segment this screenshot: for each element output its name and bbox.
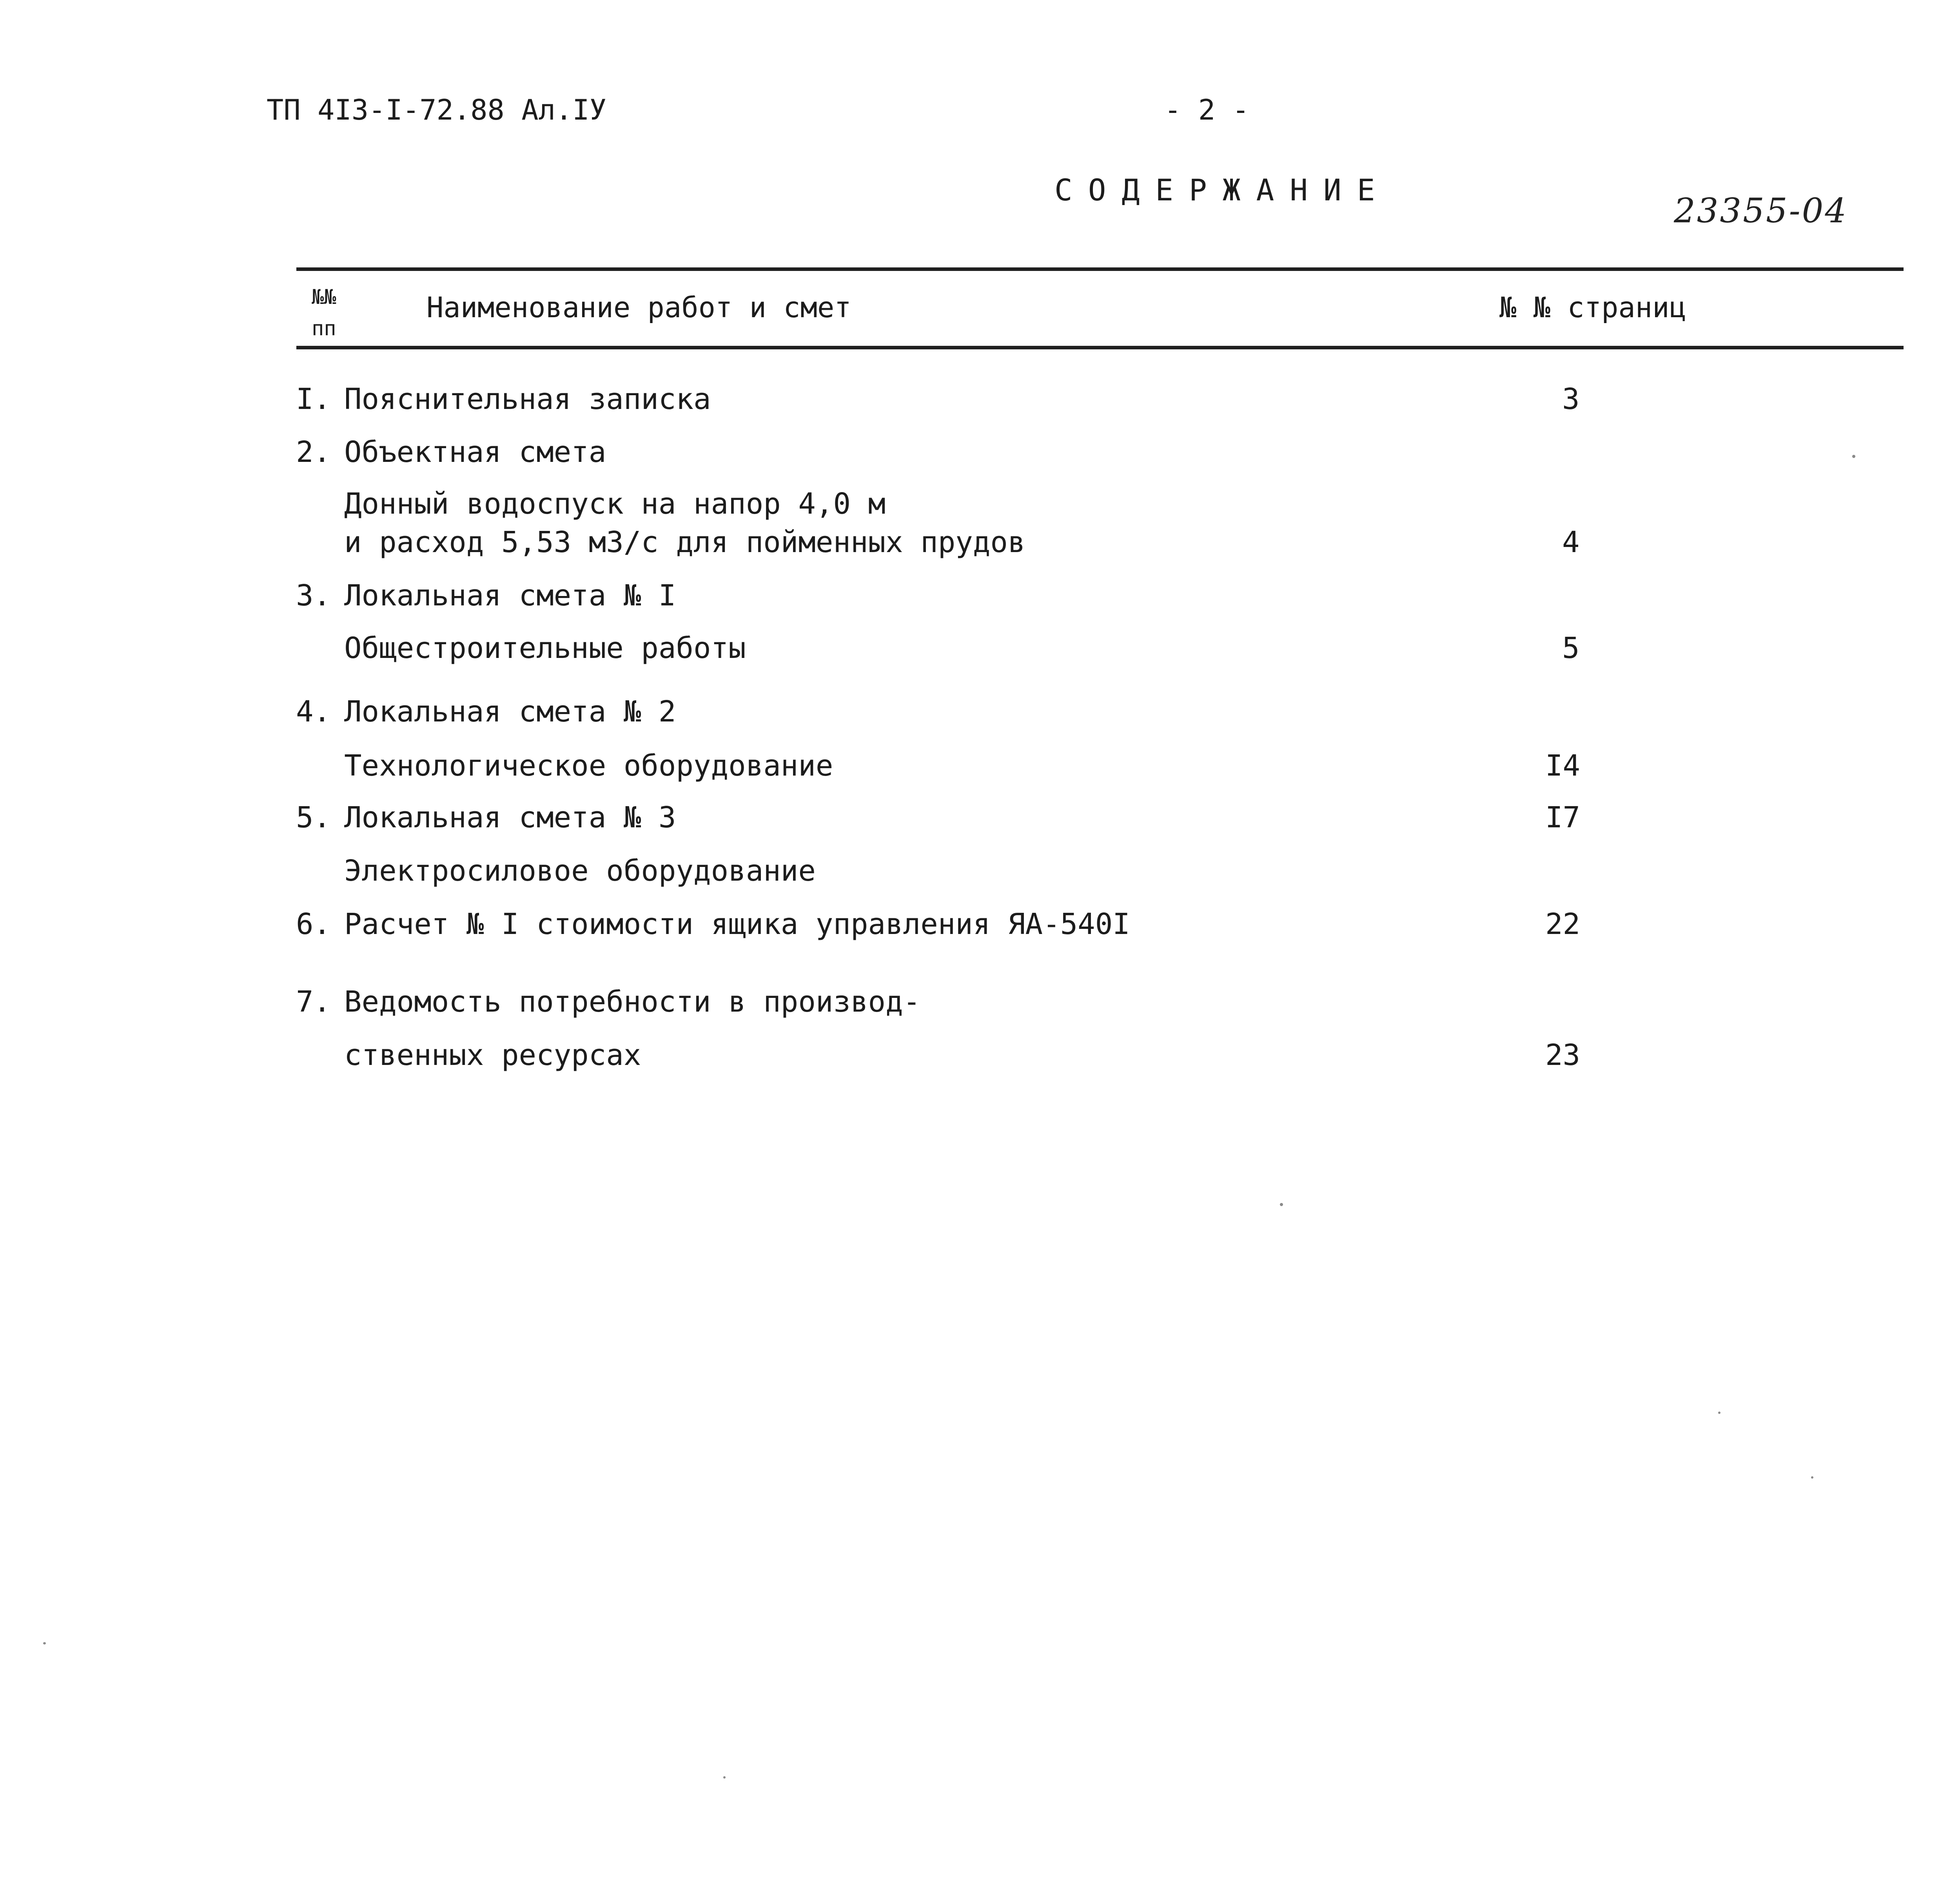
row-title: Локальная смета № 2: [344, 695, 676, 729]
row-title: Локальная смета № 3: [344, 801, 676, 834]
row-title: Донный водоспуск на напор 4,0 м: [344, 487, 886, 521]
scan-speck: [1718, 1412, 1720, 1414]
row-title: Ведомость потребности в производ-: [344, 985, 921, 1019]
row-title: Общестроительные работы: [344, 631, 746, 665]
scan-speck: [43, 1642, 46, 1644]
scan-speck: [1811, 1476, 1813, 1479]
row-page: 22: [1545, 907, 1581, 941]
row-title-continued: и расход 5,53 м3/с для пойменных прудов: [344, 525, 1025, 559]
column-header-number-line2: пп: [312, 317, 336, 340]
page-title: СОДЕРЖАНИЕ: [1054, 173, 1391, 207]
row-number: 7.: [296, 985, 331, 1019]
row-number: 6.: [296, 907, 331, 941]
row-number: 5.: [296, 801, 331, 834]
document-code: ТП 4I3-I-72.88 Ал.IУ: [267, 93, 606, 126]
row-page: 23: [1545, 1038, 1581, 1072]
row-title: Локальная смета № I: [344, 579, 676, 612]
row-page: 3: [1562, 382, 1580, 416]
row-number: 4.: [296, 695, 331, 729]
row-title-continued: ственных ресурсах: [344, 1038, 641, 1072]
row-number: 3.: [296, 579, 331, 612]
row-page: I4: [1545, 749, 1581, 783]
scan-speck: [1852, 455, 1855, 458]
table-header-rule: [296, 346, 1904, 349]
row-title: Технологическое оборудование: [344, 749, 833, 783]
row-page: I7: [1545, 801, 1581, 834]
row-number: I.: [296, 382, 331, 416]
table-top-rule: [296, 267, 1904, 271]
scan-speck: [1280, 1203, 1283, 1206]
row-page: 4: [1562, 525, 1580, 559]
row-title: Объектная смета: [344, 435, 606, 469]
column-header-number-line1: №№: [312, 285, 336, 309]
page-number: - 2 -: [1164, 93, 1249, 126]
row-number: 2.: [296, 435, 331, 469]
column-header-pages: № № страниц: [1499, 291, 1686, 324]
row-title: Расчет № I стоимости ящика управления ЯА-540I: [344, 907, 1130, 941]
handwritten-number: 23355-04: [1674, 191, 1848, 231]
column-header-name: Наименование работ и смет: [426, 291, 851, 324]
scan-speck: [723, 1776, 726, 1779]
column-header-number: [312, 282, 336, 344]
row-title: Электросиловое оборудование: [344, 854, 816, 888]
row-page: 5: [1562, 631, 1580, 665]
row-title: Пояснительная записка: [344, 382, 711, 416]
